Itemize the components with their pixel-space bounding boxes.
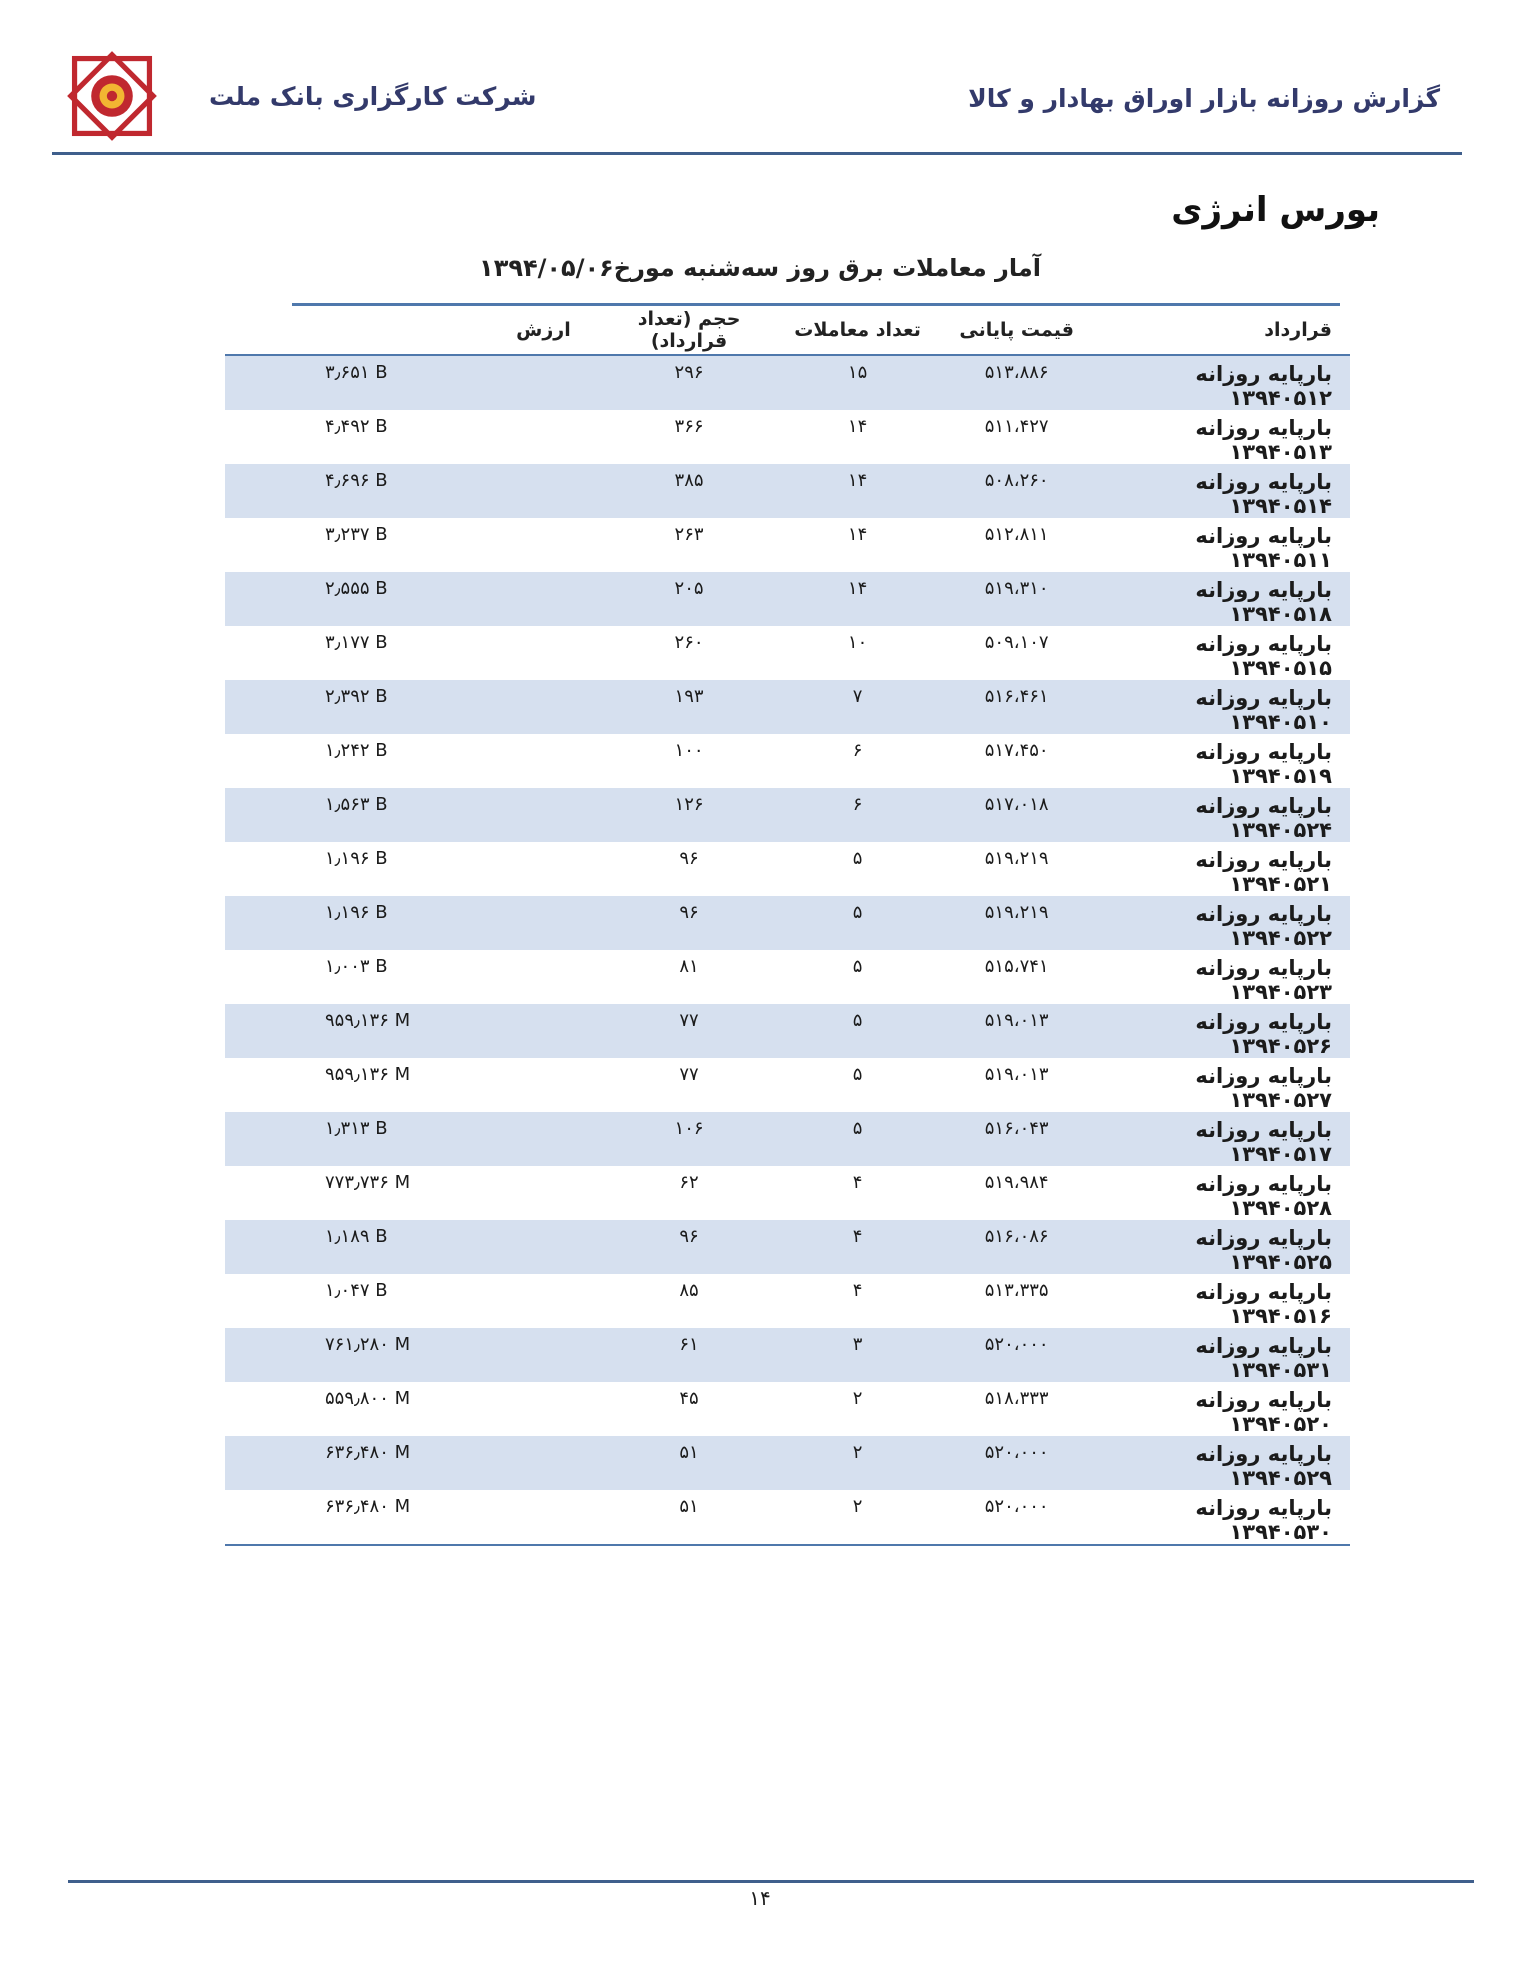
column-header-volume: حجم (تعداد قرارداد) xyxy=(601,306,778,355)
contract-cell: بارپایه روزانه ۱۳۹۴۰۵۲۸ xyxy=(1195,1172,1332,1220)
volume-cell: ۴۵ xyxy=(679,1388,699,1409)
contract-cell: بارپایه روزانه ۱۳۹۴۰۵۲۳ xyxy=(1195,956,1332,1004)
contract-cell: بارپایه روزانه ۱۳۹۴۰۵۲۹ xyxy=(1096,1436,1350,1490)
contract-cell: بارپایه روزانه ۱۳۹۴۰۵۲۰ xyxy=(1195,1388,1332,1436)
value-cell: ۱٫۰۴۷ B xyxy=(325,1280,388,1301)
volume-cell: ۷۷ xyxy=(679,1064,699,1085)
value-cell: ۳٫۲۳۷ B xyxy=(325,524,388,545)
table-row xyxy=(225,1058,1350,1112)
table-row xyxy=(225,626,1350,680)
column-header-final-price: قیمت پایانی xyxy=(938,306,1096,355)
final-price-cell: ۵۲۰،۰۰۰ xyxy=(938,1436,1096,1490)
contract-cell: بارپایه روزانه ۱۳۹۴۰۵۳۰ xyxy=(1096,1490,1350,1545)
trade-count-cell: ۱۴ xyxy=(847,524,868,545)
table-row xyxy=(225,518,1350,572)
page-number: ۱۴ xyxy=(749,1886,771,1910)
contract-cell: بارپایه روزانه ۱۳۹۴۰۵۱۹ xyxy=(1195,740,1332,788)
final-price-cell: ۵۱۹،۲۱۹ xyxy=(938,896,1096,950)
volume-cell: ۱۰۰ xyxy=(674,740,704,761)
value-cell: ۵۵۹٫۸۰۰ M xyxy=(325,1388,411,1409)
volume-cell: ۶۱ xyxy=(601,1328,778,1382)
trade-count-cell: ۲ xyxy=(777,1490,937,1545)
value-cell: ۴٫۴۹۲ B xyxy=(325,416,388,437)
table-row xyxy=(225,896,1350,950)
table-header-row xyxy=(225,306,1350,355)
table-row xyxy=(225,842,1350,896)
value-cell: ۳٫۱۷۷ B xyxy=(325,632,388,653)
trade-count-cell: ۴ xyxy=(777,1220,937,1274)
table-row xyxy=(225,680,1350,734)
trade-count-cell: ۱۵ xyxy=(777,355,937,410)
company-name: شرکت کارگزاری بانک ملت xyxy=(209,81,537,111)
trade-count-cell: ۵ xyxy=(852,848,863,869)
contract-cell: بارپایه روزانه ۱۳۹۴۰۵۱۷ xyxy=(1096,1112,1350,1166)
trade-count-cell: ۵ xyxy=(777,1112,937,1166)
value-cell: ۳٫۶۵۱ B xyxy=(225,355,601,410)
volume-cell: ۱۹۳ xyxy=(601,680,778,734)
column-header-contract: قرارداد xyxy=(1096,306,1350,355)
value-cell: ۶۳۶٫۴۸۰ M xyxy=(225,1436,601,1490)
trade-count-cell: ۲ xyxy=(777,1436,937,1490)
value-cell: ۱٫۱۸۹ B xyxy=(225,1220,601,1274)
final-price-cell: ۵۲۰،۰۰۰ xyxy=(938,1490,1096,1545)
trade-count-cell: ۵ xyxy=(852,1064,863,1085)
final-price-cell: ۵۱۹،۰۱۳ xyxy=(984,1064,1049,1085)
volume-cell: ۳۸۵ xyxy=(601,464,778,518)
contract-cell: بارپایه روزانه ۱۳۹۴۰۵۱۴ xyxy=(1096,464,1350,518)
contract-cell: بارپایه روزانه ۱۳۹۴۰۵۱۶ xyxy=(1195,1280,1332,1328)
volume-cell: ۹۶ xyxy=(601,896,778,950)
column-header-trade-count: تعداد معاملات xyxy=(777,306,937,355)
contract-cell: بارپایه روزانه ۱۳۹۴۰۵۱۰ xyxy=(1096,680,1350,734)
value-cell: ۷۷۳٫۷۳۶ M xyxy=(325,1172,411,1193)
trade-count-cell: ۶ xyxy=(777,788,937,842)
table-row xyxy=(225,1166,1350,1220)
table-row xyxy=(225,355,1350,410)
trade-count-cell: ۵ xyxy=(777,896,937,950)
trade-count-cell: ۱۰ xyxy=(847,632,868,653)
final-price-cell: ۵۱۵،۷۴۱ xyxy=(984,956,1049,977)
final-price-cell: ۵۰۹،۱۰۷ xyxy=(984,632,1049,653)
contract-cell: بارپایه روزانه ۱۳۹۴۰۵۱۱ xyxy=(1195,524,1332,572)
volume-cell: ۳۶۶ xyxy=(674,416,704,437)
trade-count-cell: ۴ xyxy=(852,1172,863,1193)
contract-cell: بارپایه روزانه ۱۳۹۴۰۵۲۶ xyxy=(1096,1004,1350,1058)
value-cell: ۹۵۹٫۱۳۶ M xyxy=(325,1064,411,1085)
final-price-cell: ۵۱۶،۰۴۳ xyxy=(938,1112,1096,1166)
final-price-cell: ۵۱۷،۰۱۸ xyxy=(938,788,1096,842)
contract-cell: بارپایه روزانه ۱۳۹۴۰۵۱۳ xyxy=(1195,416,1332,464)
table-row xyxy=(225,950,1350,1004)
volume-cell: ۲۰۵ xyxy=(601,572,778,626)
column-header-value: ارزش xyxy=(225,306,601,355)
trade-count-cell: ۱۴ xyxy=(777,572,937,626)
volume-cell: ۲۶۰ xyxy=(674,632,704,653)
table-row xyxy=(225,1382,1350,1436)
final-price-cell: ۵۱۹،۹۸۴ xyxy=(984,1172,1049,1193)
final-price-cell: ۵۲۰،۰۰۰ xyxy=(938,1328,1096,1382)
value-cell: ۹۵۹٫۱۳۶ M xyxy=(225,1004,601,1058)
value-cell: ۲٫۵۵۵ B xyxy=(225,572,601,626)
value-cell: ۱٫۱۹۶ B xyxy=(325,848,388,869)
table-row xyxy=(225,1436,1350,1490)
value-cell: ۶۳۶٫۴۸۰ M xyxy=(225,1490,601,1545)
final-price-cell: ۵۱۲،۸۱۱ xyxy=(984,524,1049,545)
table-row xyxy=(225,1274,1350,1328)
report-title: گزارش روزانه بازار اوراق بهادار و کالا xyxy=(968,84,1440,113)
table-caption: آمار معاملات برق روز سه‌شنبه مورخ۱۳۹۴/۰۵/۰۶ xyxy=(479,254,1041,282)
table-row xyxy=(225,788,1350,842)
footer-divider xyxy=(68,1880,1474,1883)
volume-cell: ۹۶ xyxy=(679,848,699,869)
final-price-cell: ۵۱۳،۳۳۵ xyxy=(984,1280,1049,1301)
header-brand xyxy=(60,44,536,148)
trade-count-cell: ۲ xyxy=(852,1388,863,1409)
table-row xyxy=(225,410,1350,464)
contract-cell: بارپایه روزانه ۱۳۹۴۰۵۳۱ xyxy=(1096,1328,1350,1382)
final-price-cell: ۵۱۹،۲۱۹ xyxy=(984,848,1049,869)
table-row xyxy=(225,1004,1350,1058)
contract-cell: بارپایه روزانه ۱۳۹۴۰۵۲۵ xyxy=(1096,1220,1350,1274)
contract-cell: بارپایه روزانه ۱۳۹۴۰۵۲۴ xyxy=(1096,788,1350,842)
trade-count-cell: ۴ xyxy=(852,1280,863,1301)
table-row xyxy=(225,734,1350,788)
value-cell: ۱٫۳۱۳ B xyxy=(225,1112,601,1166)
bank-mellat-logo-icon xyxy=(60,44,164,148)
final-price-cell: ۵۱۱،۴۲۷ xyxy=(984,416,1049,437)
final-price-cell: ۵۱۹،۳۱۰ xyxy=(938,572,1096,626)
table-row xyxy=(225,464,1350,518)
volume-cell: ۲۶۳ xyxy=(674,524,704,545)
trade-count-cell: ۵ xyxy=(777,1004,937,1058)
contract-cell: بارپایه روزانه ۱۳۹۴۰۵۲۷ xyxy=(1195,1064,1332,1112)
value-cell: ۴٫۶۹۶ B xyxy=(225,464,601,518)
volume-cell: ۶۲ xyxy=(679,1172,699,1193)
contract-cell: بارپایه روزانه ۱۳۹۴۰۵۲۱ xyxy=(1195,848,1332,896)
trade-count-cell: ۳ xyxy=(777,1328,937,1382)
table-row xyxy=(225,1220,1350,1274)
section-title: بورس انرژی xyxy=(1171,190,1380,230)
volume-cell: ۲۹۶ xyxy=(601,355,778,410)
table-row xyxy=(225,1490,1350,1545)
final-price-cell: ۵۱۹،۰۱۳ xyxy=(938,1004,1096,1058)
value-cell: ۱٫۲۴۲ B xyxy=(325,740,388,761)
trade-count-cell: ۱۴ xyxy=(777,464,937,518)
final-price-cell: ۵۱۶،۴۶۱ xyxy=(938,680,1096,734)
final-price-cell: ۵۱۷،۴۵۰ xyxy=(984,740,1049,761)
volume-cell: ۸۱ xyxy=(679,956,699,977)
volume-cell: ۸۵ xyxy=(679,1280,699,1301)
volume-cell: ۹۶ xyxy=(601,1220,778,1274)
final-price-cell: ۵۱۶،۰۸۶ xyxy=(938,1220,1096,1274)
volume-cell: ۱۰۶ xyxy=(601,1112,778,1166)
final-price-cell: ۵۰۸،۲۶۰ xyxy=(938,464,1096,518)
final-price-cell: ۵۱۸،۳۳۳ xyxy=(984,1388,1049,1409)
final-price-cell: ۵۱۳،۸۸۶ xyxy=(938,355,1096,410)
contract-cell: بارپایه روزانه ۱۳۹۴۰۵۱۸ xyxy=(1096,572,1350,626)
trade-count-cell: ۱۴ xyxy=(847,416,868,437)
contract-cell: بارپایه روزانه ۱۳۹۴۰۵۱۲ xyxy=(1096,355,1350,410)
volume-cell: ۱۲۶ xyxy=(601,788,778,842)
table-row xyxy=(225,1328,1350,1382)
volume-cell: ۵۱ xyxy=(601,1490,778,1545)
header-divider xyxy=(52,152,1462,155)
table-row xyxy=(225,1112,1350,1166)
volume-cell: ۷۷ xyxy=(601,1004,778,1058)
contract-cell: بارپایه روزانه ۱۳۹۴۰۵۲۲ xyxy=(1096,896,1350,950)
value-cell: ۱٫۱۹۶ B xyxy=(225,896,601,950)
trade-count-cell: ۵ xyxy=(852,956,863,977)
value-cell: ۲٫۳۹۲ B xyxy=(225,680,601,734)
volume-cell: ۵۱ xyxy=(601,1436,778,1490)
table-row xyxy=(225,572,1350,626)
electricity-trades-table xyxy=(225,306,1350,1546)
value-cell: ۱٫۵۶۳ B xyxy=(225,788,601,842)
trade-count-cell: ۷ xyxy=(777,680,937,734)
value-cell: ۷۶۱٫۲۸۰ M xyxy=(225,1328,601,1382)
value-cell: ۱٫۰۰۳ B xyxy=(325,956,388,977)
contract-cell: بارپایه روزانه ۱۳۹۴۰۵۱۵ xyxy=(1195,632,1332,680)
trade-count-cell: ۶ xyxy=(852,740,863,761)
